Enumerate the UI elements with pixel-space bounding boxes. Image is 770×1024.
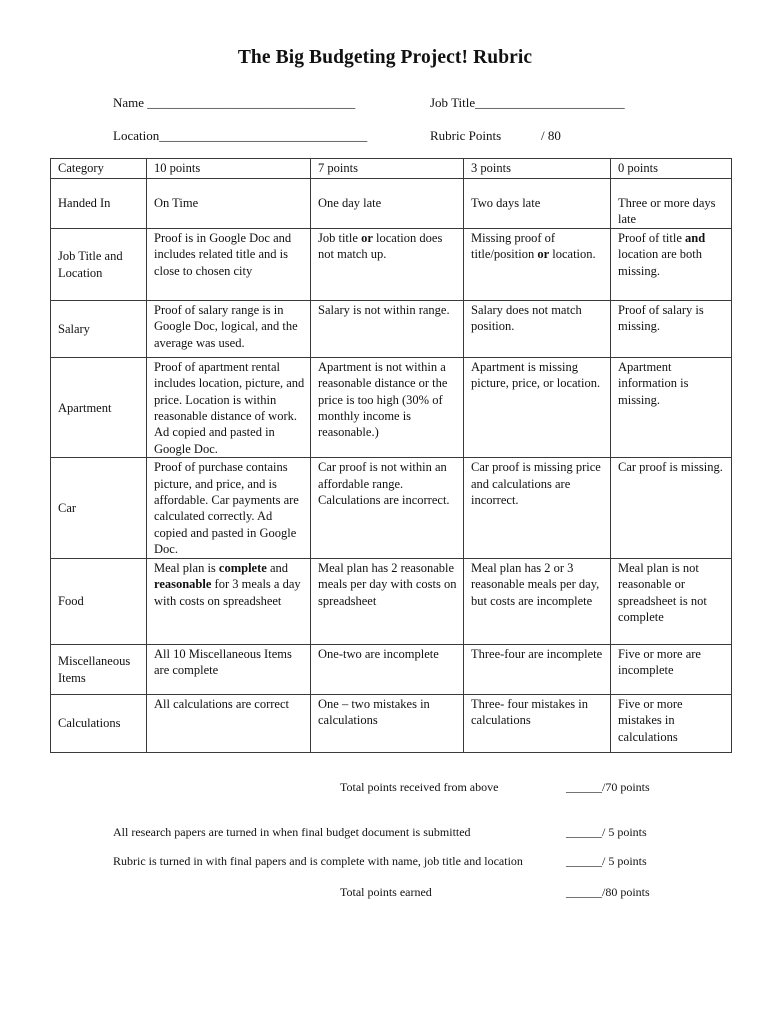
rubric-table: [50, 158, 732, 753]
column-header: 3 points: [464, 159, 611, 179]
criterion-cell: All 10 Miscellaneous Items are complete: [147, 644, 311, 694]
category-cell: Apartment: [51, 357, 147, 457]
criterion-text: for 3 meals a day with costs on spreadsheet: [154, 577, 301, 608]
criterion-cell: Two days late: [464, 179, 611, 229]
criterion-cell: One day late: [311, 179, 464, 229]
criterion-text: or: [537, 247, 550, 262]
criterion-cell: Proof of apartment rental includes location, picture, and price. Location is within reasonable distance of work. Ad copied and pasted in Google Doc.: [147, 357, 311, 457]
criterion-text: Meal plan has 2 reasonable meals per day with costs on spreadsheet: [318, 560, 457, 608]
criterion-text: Proof of title: [618, 230, 686, 245]
criterion-text: Proof is in Google Doc and includes related title and is close to chosen city: [154, 230, 292, 278]
criterion-text: and: [266, 560, 289, 575]
criterion-cell: On Time: [147, 179, 311, 229]
criterion-text: Meal plan is not reasonable or spreadsheet is not complete: [618, 560, 707, 624]
table-row: [51, 357, 732, 457]
total-earned-label: Total points earned: [340, 885, 432, 899]
category-cell: Handed In: [51, 179, 147, 229]
criterion-cell: Salary is not within range.: [311, 300, 464, 357]
criterion-cell: Proof of salary is missing.: [611, 300, 732, 357]
column-header: 7 points: [311, 159, 464, 179]
criterion-cell: Three- four mistakes in calculations: [464, 694, 611, 752]
criterion-cell: Apartment is not within a reasonable distance or the price is too high (30% of monthly income is reasonable.): [311, 357, 464, 457]
criterion-text: or: [361, 230, 373, 245]
criterion-cell: One – two mistakes in calculations: [311, 694, 464, 752]
criterion-cell: Salary does not match position.: [464, 300, 611, 357]
criterion-cell: Car proof is missing price and calculations are incorrect.: [464, 458, 611, 558]
table-row: [51, 300, 732, 357]
table-row: [51, 458, 732, 558]
criterion-cell: Car proof is not within an affordable range. Calculations are incorrect.: [311, 458, 464, 558]
criterion-cell: [147, 558, 311, 644]
criterion-cell: [611, 228, 732, 300]
criterion-cell: Five or more are incomplete: [611, 644, 732, 694]
criterion-cell: Proof of salary range is in Google Doc, logical, and the average was used.: [147, 300, 311, 357]
column-header: 0 points: [611, 159, 732, 179]
research-papers-label: All research papers are turned in when final budget document is submitted: [113, 825, 471, 839]
job-title-field[interactable]: Job Title_______________________: [430, 95, 625, 110]
total-above-label: Total points received from above: [340, 780, 499, 794]
criterion-cell: One-two are incomplete: [311, 644, 464, 694]
table-header-row: [51, 159, 732, 179]
criterion-cell: Three-four are incomplete: [464, 644, 611, 694]
total-earned-value: ______/80 points: [566, 885, 650, 899]
criterion-text: Job title: [318, 230, 362, 245]
column-header: 10 points: [147, 159, 311, 179]
table-row: [51, 228, 732, 300]
criterion-text: and: [685, 230, 706, 245]
criterion-text: location are both missing.: [618, 247, 702, 278]
rubric-points-label: Rubric Points: [430, 128, 502, 143]
criterion-text: location.: [549, 247, 596, 262]
category-cell: Salary: [51, 300, 147, 357]
criterion-cell: Five or more mistakes in calculations: [611, 694, 732, 752]
criterion-cell: Three or more days late: [611, 179, 732, 229]
total-above-value: ______/70 points: [566, 780, 650, 794]
criterion-text: Meal plan is: [154, 560, 219, 575]
criterion-text: reasonable: [154, 577, 212, 592]
criterion-cell: [311, 558, 464, 644]
criterion-cell: [464, 558, 611, 644]
column-header: Category: [51, 159, 147, 179]
criterion-cell: Apartment information is missing.: [611, 357, 732, 457]
table-row: [51, 558, 732, 644]
criterion-cell: All calculations are correct: [147, 694, 311, 752]
criterion-cell: [464, 228, 611, 300]
research-papers-value: ______/ 5 points: [566, 825, 647, 839]
category-cell: Food: [51, 558, 147, 644]
rubric-points-total: / 80: [541, 128, 561, 143]
criterion-text: location does not match up.: [318, 230, 443, 262]
table-row: [51, 644, 732, 694]
category-cell: Job Title and Location: [51, 228, 147, 300]
criterion-text: Meal plan has 2 or 3 reasonable meals per day, but costs are incomplete: [471, 560, 600, 608]
rubric-complete-value: ______/ 5 points: [566, 854, 647, 868]
criterion-cell: Proof of purchase contains picture, and price, and is affordable. Car payments are calculated correctly. Ad copied and pasted in Google Doc.: [147, 458, 311, 558]
category-cell: Calculations: [51, 694, 147, 752]
rubric-complete-label: Rubric is turned in with final papers and is complete with name, job title and location: [113, 854, 523, 868]
table-row: [51, 694, 732, 752]
location-field[interactable]: Location________________________________: [113, 128, 368, 143]
category-cell: Car: [51, 458, 147, 558]
criterion-cell: [311, 228, 464, 300]
criterion-text: Missing proof of title/position: [471, 230, 556, 262]
name-field[interactable]: Name ________________________________: [113, 95, 356, 110]
criterion-cell: [611, 558, 732, 644]
rubric-body: [51, 179, 732, 753]
criterion-cell: Apartment is missing picture, price, or location.: [464, 357, 611, 457]
category-cell: Miscellaneous Items: [51, 644, 147, 694]
criterion-cell: [147, 228, 311, 300]
criterion-cell: Car proof is missing.: [611, 458, 732, 558]
page-title: The Big Budgeting Project! Rubric: [237, 47, 533, 68]
criterion-text: complete: [218, 560, 267, 575]
table-row: [51, 179, 732, 229]
